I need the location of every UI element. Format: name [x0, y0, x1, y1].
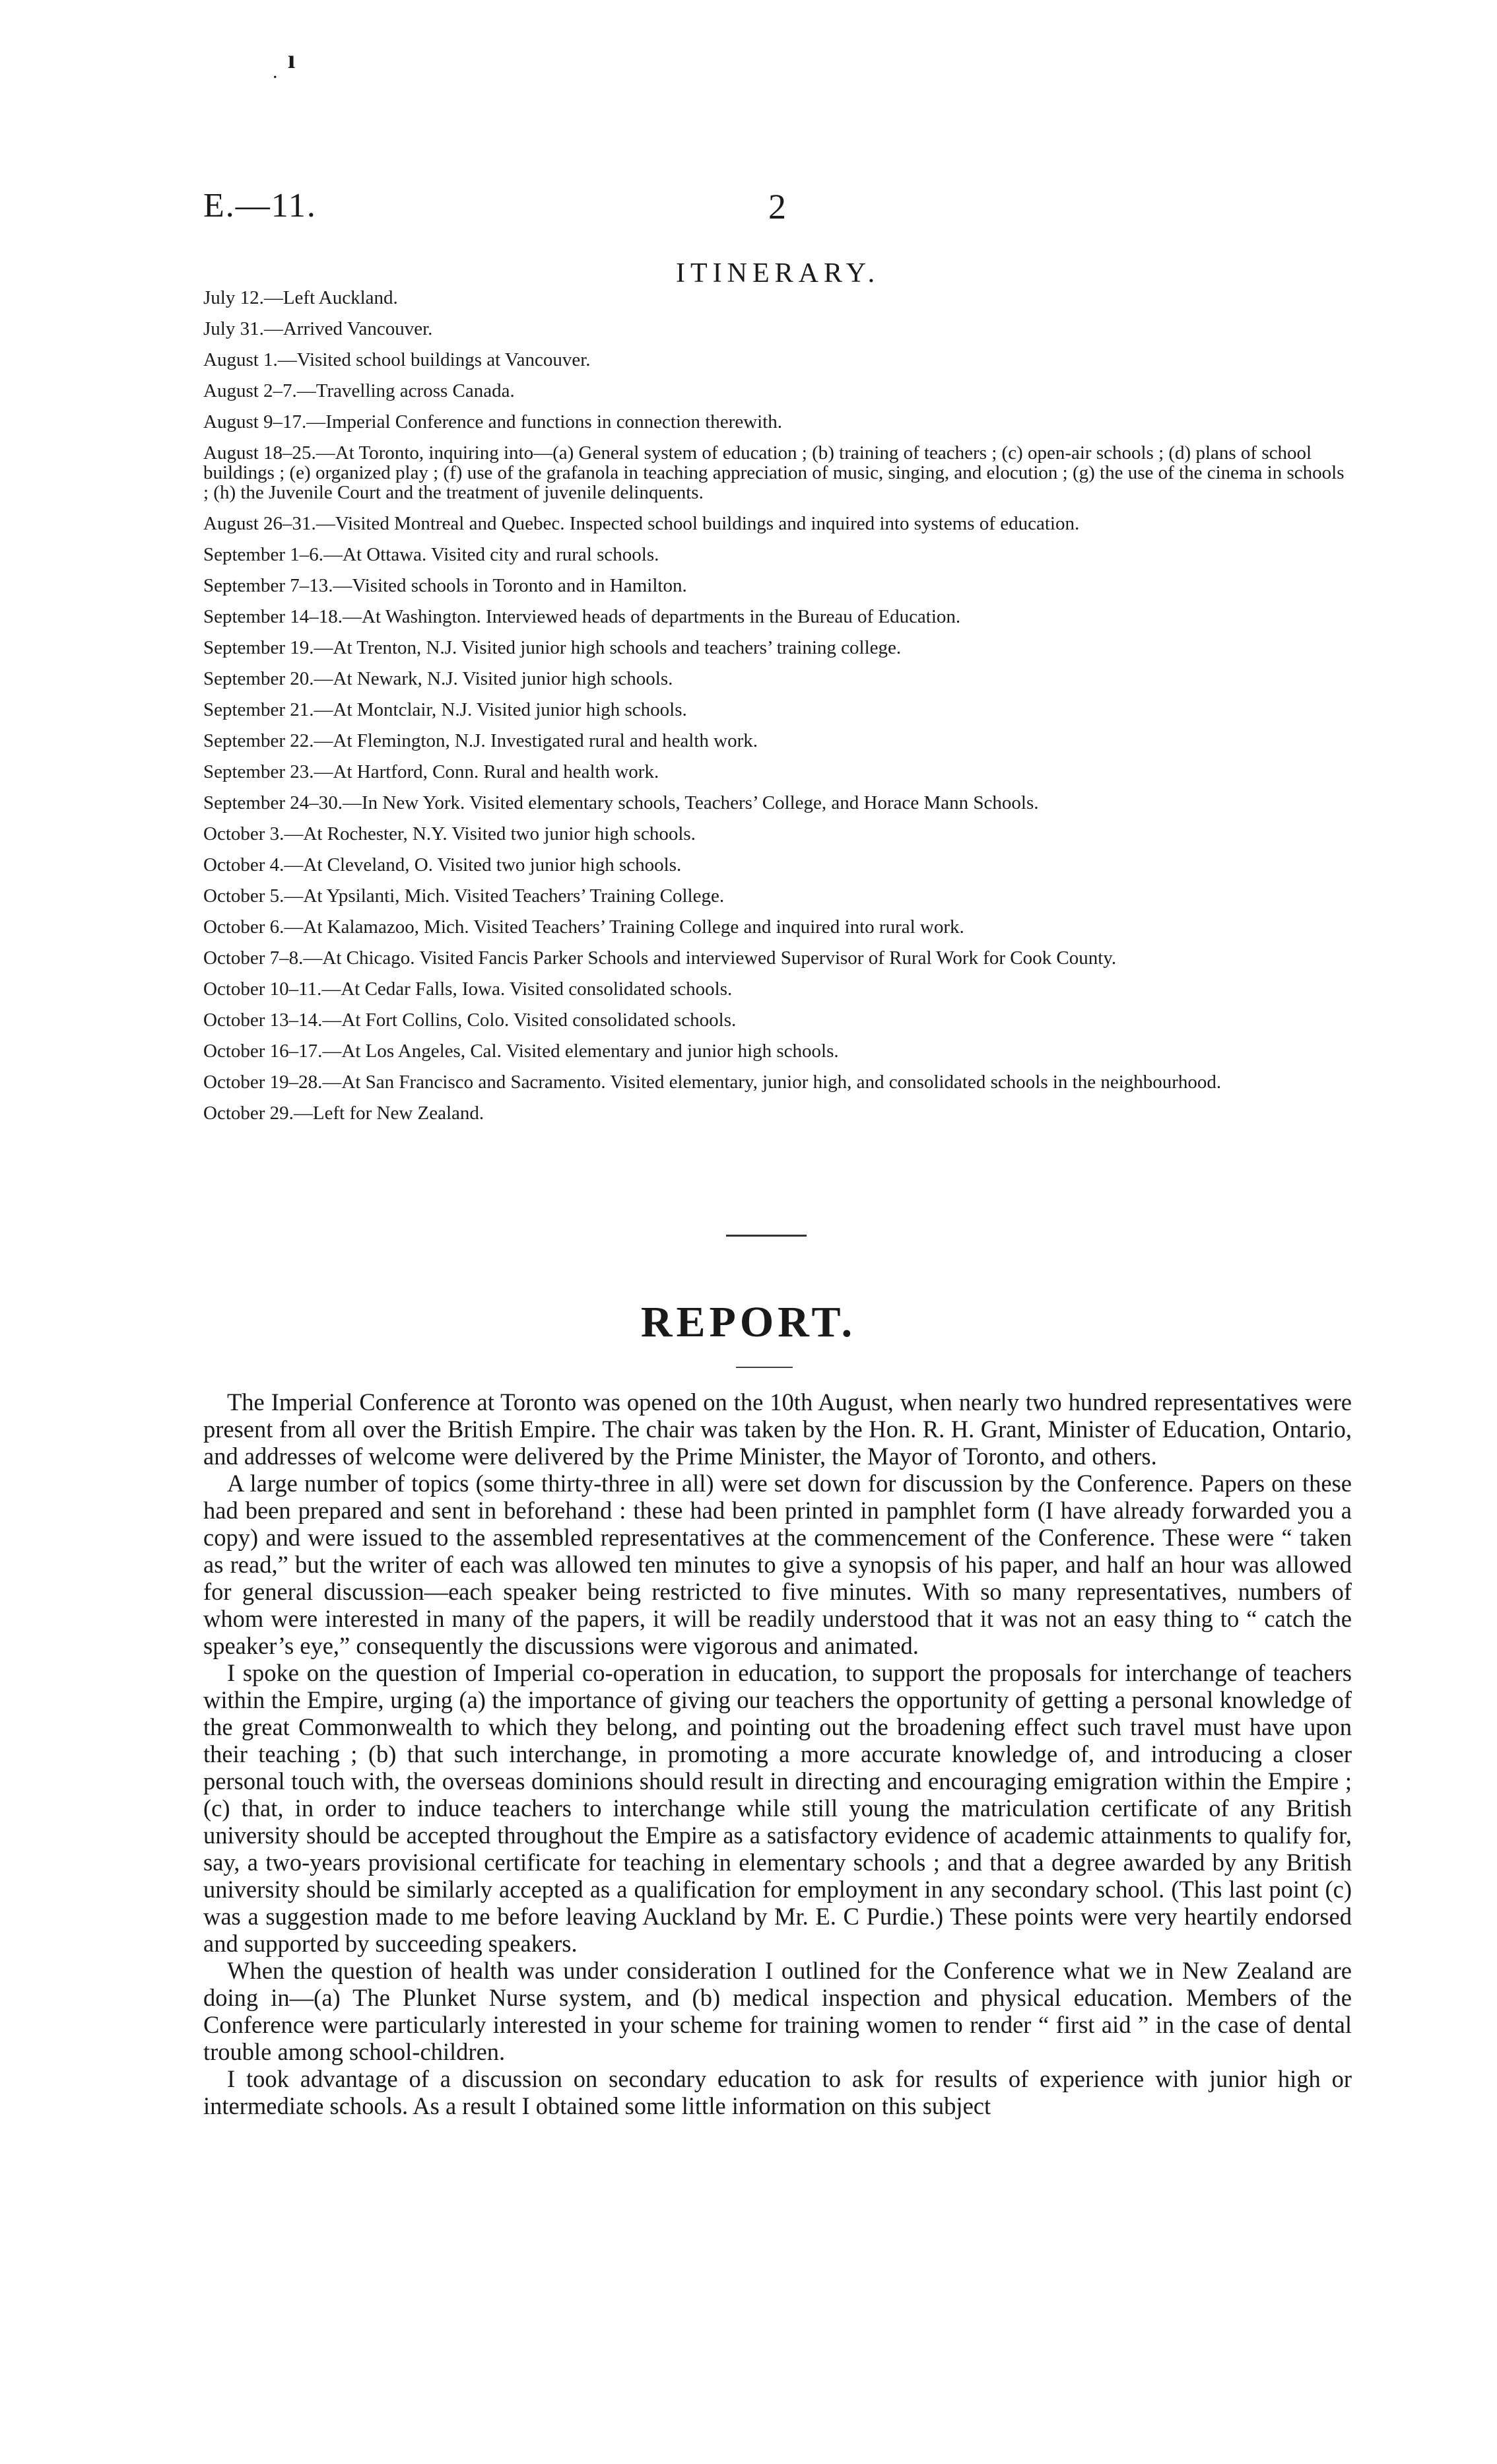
itinerary-entry: October 19–28.—At San Francisco and Sacramento. Visited elementary, junior high, and consolidated schools in the neighbourhood.	[203, 1072, 1222, 1093]
report-paragraph: The Imperial Conference at Toronto was opened on the 10th August, when nearly two hundred representatives were present from all over the British Empire. The chair was taken by the Hon. R. H. Grant, Minister of Education, Ontario, and addresses of welcome were delivered by the Prime Minister, the Mayor of Toronto, and others.	[203, 1388, 1352, 1470]
itinerary-entry: October 7–8.—At Chicago. Visited Fancis Parker Schools and interviewed Supervisor of Rural Work for Cook County.	[203, 947, 1117, 969]
itinerary-entry: October 5.—At Ypsilanti, Mich. Visited Teachers’ Training College.	[203, 885, 725, 907]
itinerary-entry: October 6.—At Kalamazoo, Mich. Visited Teachers’ Training College and inquired into rural work.	[203, 916, 964, 938]
itinerary-entry: September 19.—At Trenton, N.J. Visited junior high schools and teachers’ training college.	[203, 637, 902, 658]
itinerary-entry: October 10–11.—At Cedar Falls, Iowa. Visited consolidated schools.	[203, 978, 733, 1000]
stray-ink-dot: .	[273, 61, 278, 83]
heading-underline	[736, 1367, 793, 1368]
itinerary-entry: October 16–17.—At Los Angeles, Cal. Visited elementary and junior high schools.	[203, 1041, 839, 1062]
itinerary-entry: September 24–30.—In New York. Visited elementary schools, Teachers’ College, and Horace Mann Schools.	[203, 792, 1039, 813]
itinerary-entry: October 13–14.—At Fort Collins, Colo. Visited consolidated schools.	[203, 1010, 737, 1031]
itinerary-list	[203, 288, 1352, 1134]
report-paragraph: When the question of health was under consideration I outlined for the Conference what we in New Zealand are doing in—(a) The Plunket Nurse system, and (b) medical inspection and physical education. Members of the Conference were particularly interested in your scheme for training women to render “ first aid ” in the case of dental trouble among school-children.	[203, 1957, 1352, 2065]
itinerary-entry: August 1.—Visited school buildings at Vancouver.	[203, 349, 591, 370]
itinerary-entry: July 12.—Left Auckland.	[203, 287, 398, 308]
page-number: 2	[768, 187, 786, 226]
itinerary-entry: September 1–6.—At Ottawa. Visited city and rural schools.	[203, 544, 659, 565]
itinerary-entry: September 20.—At Newark, N.J. Visited junior high schools.	[203, 668, 673, 689]
itinerary-heading: ITINERARY.	[676, 258, 881, 289]
itinerary-entry: September 22.—At Flemington, N.J. Investigated rural and health work.	[203, 730, 758, 751]
itinerary-entry: October 4.—At Cleveland, O. Visited two junior high schools.	[203, 854, 682, 875]
itinerary-entry: August 9–17.—Imperial Conference and functions in connection therewith.	[203, 411, 783, 432]
stray-ink-mark: ı	[288, 44, 296, 74]
itinerary-entry: August 2–7.—Travelling across Canada.	[203, 380, 515, 401]
section-divider	[726, 1235, 807, 1237]
itinerary-entry: October 3.—At Rochester, N.Y. Visited two junior high schools.	[203, 823, 696, 844]
report-body	[203, 1388, 1352, 2119]
itinerary-entry: September 23.—At Hartford, Conn. Rural and health work.	[203, 761, 659, 782]
itinerary-entry: July 31.—Arrived Vancouver.	[203, 318, 433, 339]
report-heading: REPORT.	[640, 1298, 857, 1346]
itinerary-entry: October 29.—Left for New Zealand.	[203, 1103, 484, 1124]
report-paragraph: I spoke on the question of Imperial co-operation in education, to support the proposals for interchange of teachers within the Empire, urging (a) the importance of giving our teachers the opportunity of getting a personal knowledge of the great Commonwealth to which they belong, and pointing out the broadening effect such travel must have upon their teaching ; (b) that such interchange, in promoting a more accurate knowledge of, and introducing a closer personal touch with, the overseas dominions should result in directing and encouraging emigration within the Empire ; (c) that, in order to induce teachers to interchange while still young the matriculation certificate of any British university should be accepted throughout the Empire as a satisfactory evidence of academic attainments to qualify for, say, a two-years provisional certificate for teaching in elementary schools ; and that a degree awarded by any British university should be similarly accepted as a qualification for employment in any secondary school. (This last point (c) was a suggestion made to me before leaving Auckland by Mr. E. C Purdie.) These points were very heartily endorsed and supported by succeeding speakers.	[203, 1659, 1352, 1957]
report-paragraph: A large number of topics (some thirty-three in all) were set down for discussion by the Conference. Papers on these had been prepared and sent in beforehand : these had been printed in pamphlet form (I have already forwarded you a copy) and were issued to the assembled representatives at the commencement of the Conference. These were “ taken as read,” but the writer of each was allowed ten minutes to give a synopsis of his paper, and half an hour was allowed for general discussion—each speaker being restricted to five minutes. With so many representatives, numbers of whom were interested in many of the papers, it will be readily understood that it was not an easy thing to “ catch the speaker’s eye,” consequently the discussions were vigorous and animated.	[203, 1470, 1352, 1659]
itinerary-entry: September 7–13.—Visited schools in Toronto and in Hamilton.	[203, 575, 687, 596]
itinerary-entry: August 26–31.—Visited Montreal and Quebec. Inspected school buildings and inquired into systems of education.	[203, 513, 1080, 534]
document-reference: E.—11.	[203, 187, 317, 224]
itinerary-entry: September 21.—At Montclair, N.J. Visited junior high schools.	[203, 699, 687, 720]
itinerary-entry: September 14–18.—At Washington. Interviewed heads of departments in the Bureau of Education.	[203, 606, 961, 627]
report-paragraph: I took advantage of a discussion on secondary education to ask for results of experience with junior high or intermediate schools. As a result I obtained some little information on this subject	[203, 2065, 1352, 2119]
itinerary-entry: August 18–25.—At Toronto, inquiring into—(a) General system of education ; (b) training of teachers ; (c) open-air schools ; (d) plans of school buildings ; (e) organized play ; (f) use of the grafanola in teaching appreciation of music, singing, and elocution ; (g) the use of the cinema in schools ; (h) the Juvenile Court and the treatment of juvenile delinquents.	[203, 442, 1345, 503]
